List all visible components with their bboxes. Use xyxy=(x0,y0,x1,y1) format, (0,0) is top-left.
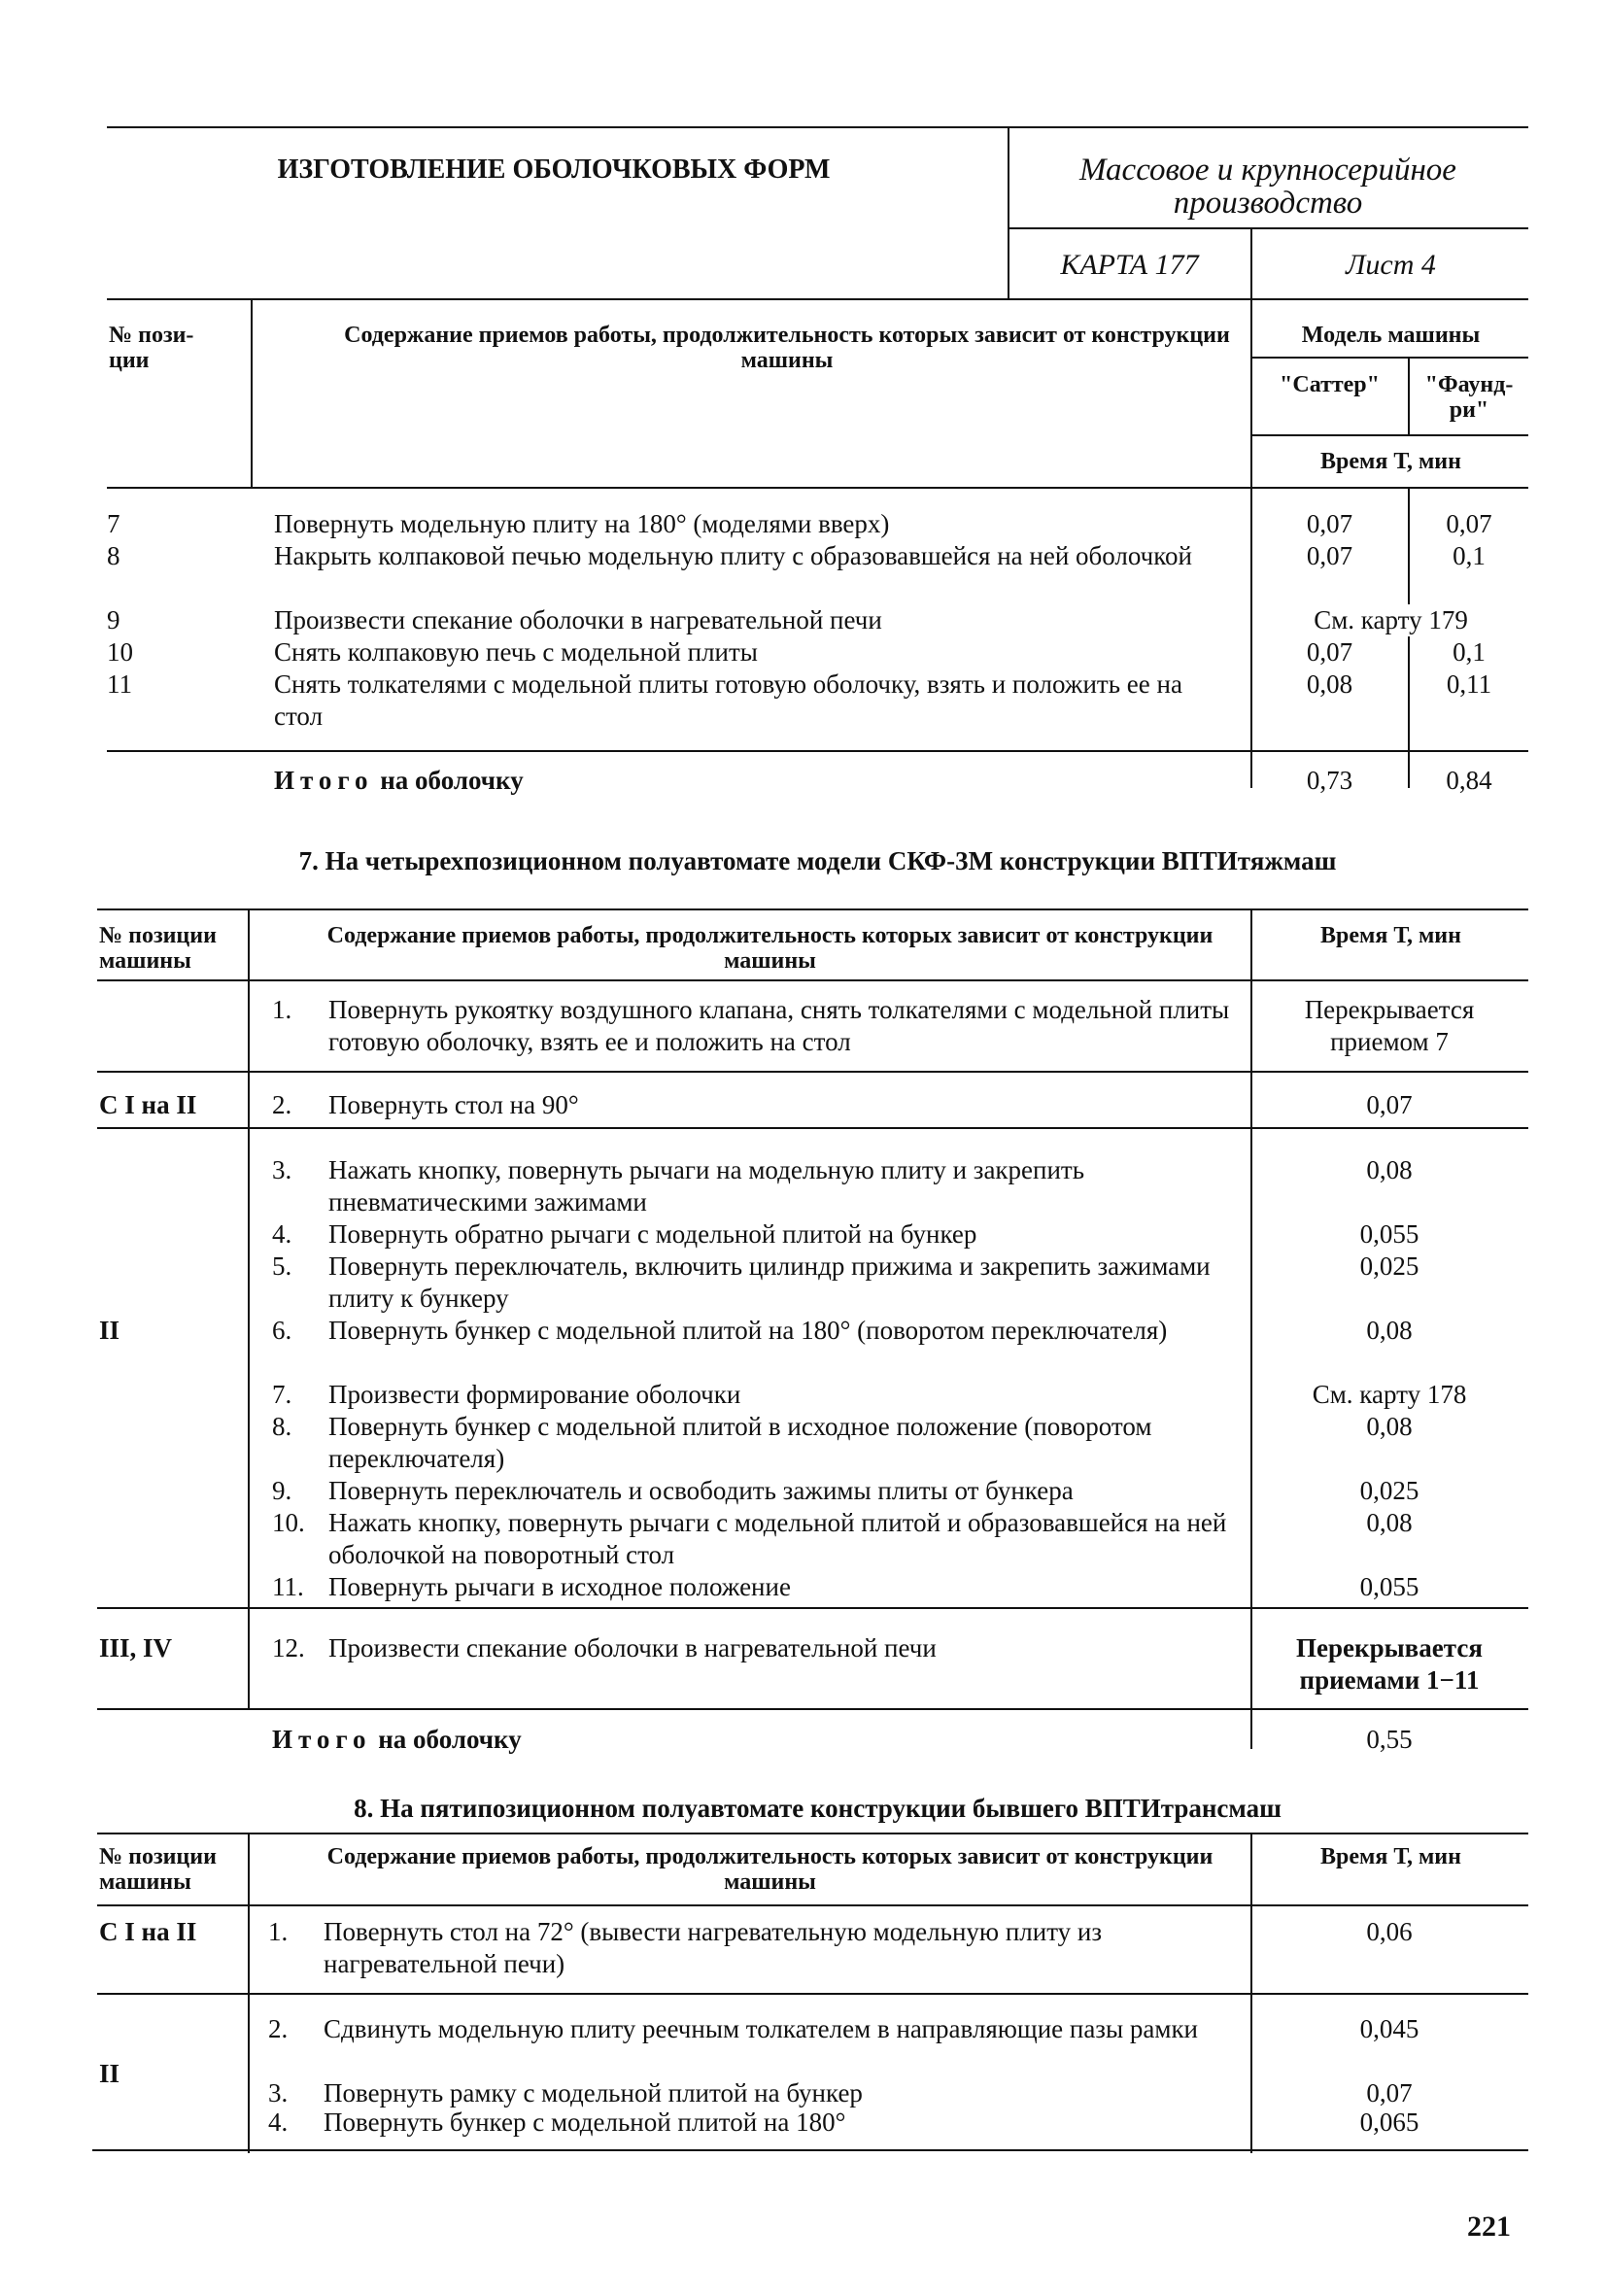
t1-time-label: Время Т, мин xyxy=(1320,449,1461,474)
t1-total xyxy=(274,765,524,797)
t1-row-b: 0,1 xyxy=(1453,541,1486,570)
s8-group-ii: II xyxy=(99,2059,120,2088)
s7-row-number: 11. xyxy=(272,1572,304,1601)
s7-row-number: 2. xyxy=(272,1090,292,1119)
s7-total-label: Итого xyxy=(272,1725,372,1754)
s7-total xyxy=(272,1724,522,1756)
s7-row-text: Повернуть стол на 90° xyxy=(328,1090,579,1119)
card-number: КАРТА 177 xyxy=(1060,249,1199,281)
s7-row-number: 3. xyxy=(272,1155,292,1184)
s7-col-time-header: Время Т, мин xyxy=(1320,923,1461,948)
s7-row-text: Повернуть рукоятку воздушного клапана, снять толкателями с модельной плиты готовую оболочку, взять ее и положить на стол xyxy=(328,995,1230,1056)
s8-row-text: Повернуть бункер с модельной плитой на 180° xyxy=(324,2108,846,2137)
t1-row-a: 0,07 xyxy=(1306,541,1353,570)
t1-row-text: Снять толкателями с модельной плиты готовую оболочку, взять и положить ее на стол xyxy=(274,669,1182,731)
s7-row-time: 0,025 xyxy=(1359,1251,1419,1281)
s8-row-text: Сдвинуть модельную плиту реечным толкателем в направляющие пазы рамки xyxy=(324,2014,1199,2043)
s7-row-text: Повернуть переключатель и освободить зажимы плиты от бункера xyxy=(328,1476,1074,1505)
s8-row-time: 0,065 xyxy=(1359,2108,1419,2137)
s7-total-value: 0,55 xyxy=(1366,1725,1413,1754)
s8-col-time-header: Время Т, мин xyxy=(1320,1844,1461,1869)
s7-row-time: См. карту 178 xyxy=(1312,1380,1467,1409)
sheet-number: Лист 4 xyxy=(1346,249,1436,281)
s7-row-number: 12. xyxy=(272,1633,305,1662)
s8-col-pos-header: № позиции машины xyxy=(99,1844,217,1895)
t1-row-b: 0,07 xyxy=(1446,509,1492,538)
s7-row-text: Произвести спекание оболочки в нагревательной печи xyxy=(328,1633,937,1662)
s8-col-content-header: Содержание приемов работы, продолжительность которых зависит от конструкции машины xyxy=(326,1844,1214,1895)
t1-row-text: Накрыть колпаковой печью модельную плиту с образовавшейся на ней оболочкой xyxy=(274,541,1192,570)
s7-col-content-header: Содержание приемов работы, продолжительность которых зависит от конструкции машины xyxy=(326,923,1214,974)
s7-row-number: 4. xyxy=(272,1219,292,1249)
s7-row-time: 0,08 xyxy=(1366,1412,1413,1441)
s7-row-time: 0,055 xyxy=(1359,1572,1419,1601)
t1-row-a: 0,07 xyxy=(1306,509,1353,538)
t1-row-a: 0,07 xyxy=(1306,637,1353,667)
s7-row-text: Произвести формирование оболочки xyxy=(328,1380,741,1409)
s7-row-number: 10. xyxy=(272,1508,305,1537)
t1-row-text: Повернуть модельную плиту на 180° (моделями вверх) xyxy=(274,509,890,538)
s7-row-number: 1. xyxy=(272,995,292,1024)
s8-row-number: 2. xyxy=(268,2014,289,2043)
t1-row-pos: 7 xyxy=(107,509,120,538)
t1-row-pos: 9 xyxy=(107,605,120,634)
t1-total-suffix: на оболочку xyxy=(380,766,524,795)
s7-row-time: 0,08 xyxy=(1366,1155,1413,1184)
t1-row-text: Снять колпаковую печь с модельной плиты xyxy=(274,637,758,667)
production-type: Массовое и крупносерийное производство xyxy=(1079,153,1456,221)
s8-row-number: 3. xyxy=(268,2078,289,2108)
s7-row-time: 0,08 xyxy=(1366,1508,1413,1537)
s7-col-pos-header: № позиции машины xyxy=(99,923,217,974)
s8-row-number: 4. xyxy=(268,2108,289,2137)
t1-col-pos-header: № пози-ции xyxy=(109,323,194,373)
s7-row-number: 9. xyxy=(272,1476,292,1505)
t1-model-b: "Фаунд-ри" xyxy=(1424,372,1514,423)
s7-row-time: 0,025 xyxy=(1359,1476,1419,1505)
s7-total-suffix: на оболочку xyxy=(378,1725,522,1754)
section8-heading: 8. На пятипозиционном полуавтомате конструкции бывшего ВПТИтрансмаш xyxy=(354,1794,1282,1823)
s7-group-iii: III, IV xyxy=(99,1633,173,1662)
s7-row-text: Повернуть бункер с модельной плитой в исходное положение (поворотом переключателя) xyxy=(328,1412,1152,1473)
t1-total-a: 0,73 xyxy=(1306,766,1353,795)
t1-row-span: См. карту 179 xyxy=(1253,604,1528,636)
s7-row-time: 0,08 xyxy=(1366,1316,1413,1345)
s7-row-number: 6. xyxy=(272,1316,292,1345)
s7-row-time: Перекрывается приемом 7 xyxy=(1304,995,1475,1056)
t1-model-a: "Саттер" xyxy=(1280,372,1380,397)
s8-row-text: Повернуть стол на 72° (вывести нагревательную модельную плиту из нагревательной печи) xyxy=(324,1917,1102,1978)
t1-total-label: Итого xyxy=(274,766,374,795)
s7-row-text: Нажать кнопку, повернуть рычаги с модельной плитой и образовавшейся на ней оболочкой на поворотный стол xyxy=(328,1508,1227,1569)
s7-row-text: Повернуть обратно рычаги с модельной плитой на бункер xyxy=(328,1219,977,1249)
s7-row-text: Повернуть переключатель, включить цилиндр прижима и закрепить зажимами плиту к бункеру xyxy=(328,1251,1211,1313)
t1-row-pos: 8 xyxy=(107,541,120,570)
s7-row-number: 8. xyxy=(272,1412,292,1441)
s7-row-text: Повернуть бункер с модельной плитой на 180° (поворотом переключателя) xyxy=(328,1316,1168,1345)
section7-heading: 7. На четырехпозиционном полуавтомате модели СКФ-3М конструкции ВПТИтяжмаш xyxy=(298,846,1337,875)
t1-row-pos: 11 xyxy=(107,669,132,699)
s8-row-number: 1. xyxy=(268,1917,289,1946)
doc-title: ИЗГОТОВЛЕНИЕ ОБОЛОЧКОВЫХ ФОРМ xyxy=(277,154,831,185)
s7-row-text: Повернуть рычаги в исходное положение xyxy=(328,1572,791,1601)
s7-group-c1: С I на II xyxy=(99,1090,197,1119)
s7-row-number: 5. xyxy=(272,1251,292,1281)
s8-row-time: 0,06 xyxy=(1366,1917,1413,1946)
s8-row-text: Повернуть рамку с модельной плитой на бункер xyxy=(324,2078,863,2108)
s7-row-time: 0,07 xyxy=(1366,1090,1413,1119)
s8-row-time: 0,045 xyxy=(1359,2014,1419,2043)
page-number: 221 xyxy=(1467,2210,1511,2243)
s8-row-time: 0,07 xyxy=(1366,2078,1413,2108)
s7-row-time: 0,055 xyxy=(1359,1219,1419,1249)
t1-col-content-header: Содержание приемов работы, продолжительность которых зависит от конструкции машины xyxy=(344,323,1230,373)
s7-row-text: Нажать кнопку, повернуть рычаги на модельную плиту и закрепить пневматическими зажимами xyxy=(328,1155,1085,1217)
t1-row-b: 0,11 xyxy=(1446,669,1492,699)
s7-row-time: Перекрывается приемами 1−11 xyxy=(1296,1633,1483,1695)
s8-group-c1: С I на II xyxy=(99,1917,197,1946)
s7-row-number: 7. xyxy=(272,1380,292,1409)
t1-row-a: 0,08 xyxy=(1306,669,1353,699)
t1-row-text: Произвести спекание оболочки в нагревательной печи xyxy=(274,605,882,634)
t1-col-model-header: Модель машины xyxy=(1301,323,1481,348)
t1-row-pos: 10 xyxy=(107,637,133,667)
s7-group-ii: II xyxy=(99,1316,120,1345)
t1-row-b: 0,1 xyxy=(1453,637,1486,667)
t1-total-b: 0,84 xyxy=(1446,766,1492,795)
